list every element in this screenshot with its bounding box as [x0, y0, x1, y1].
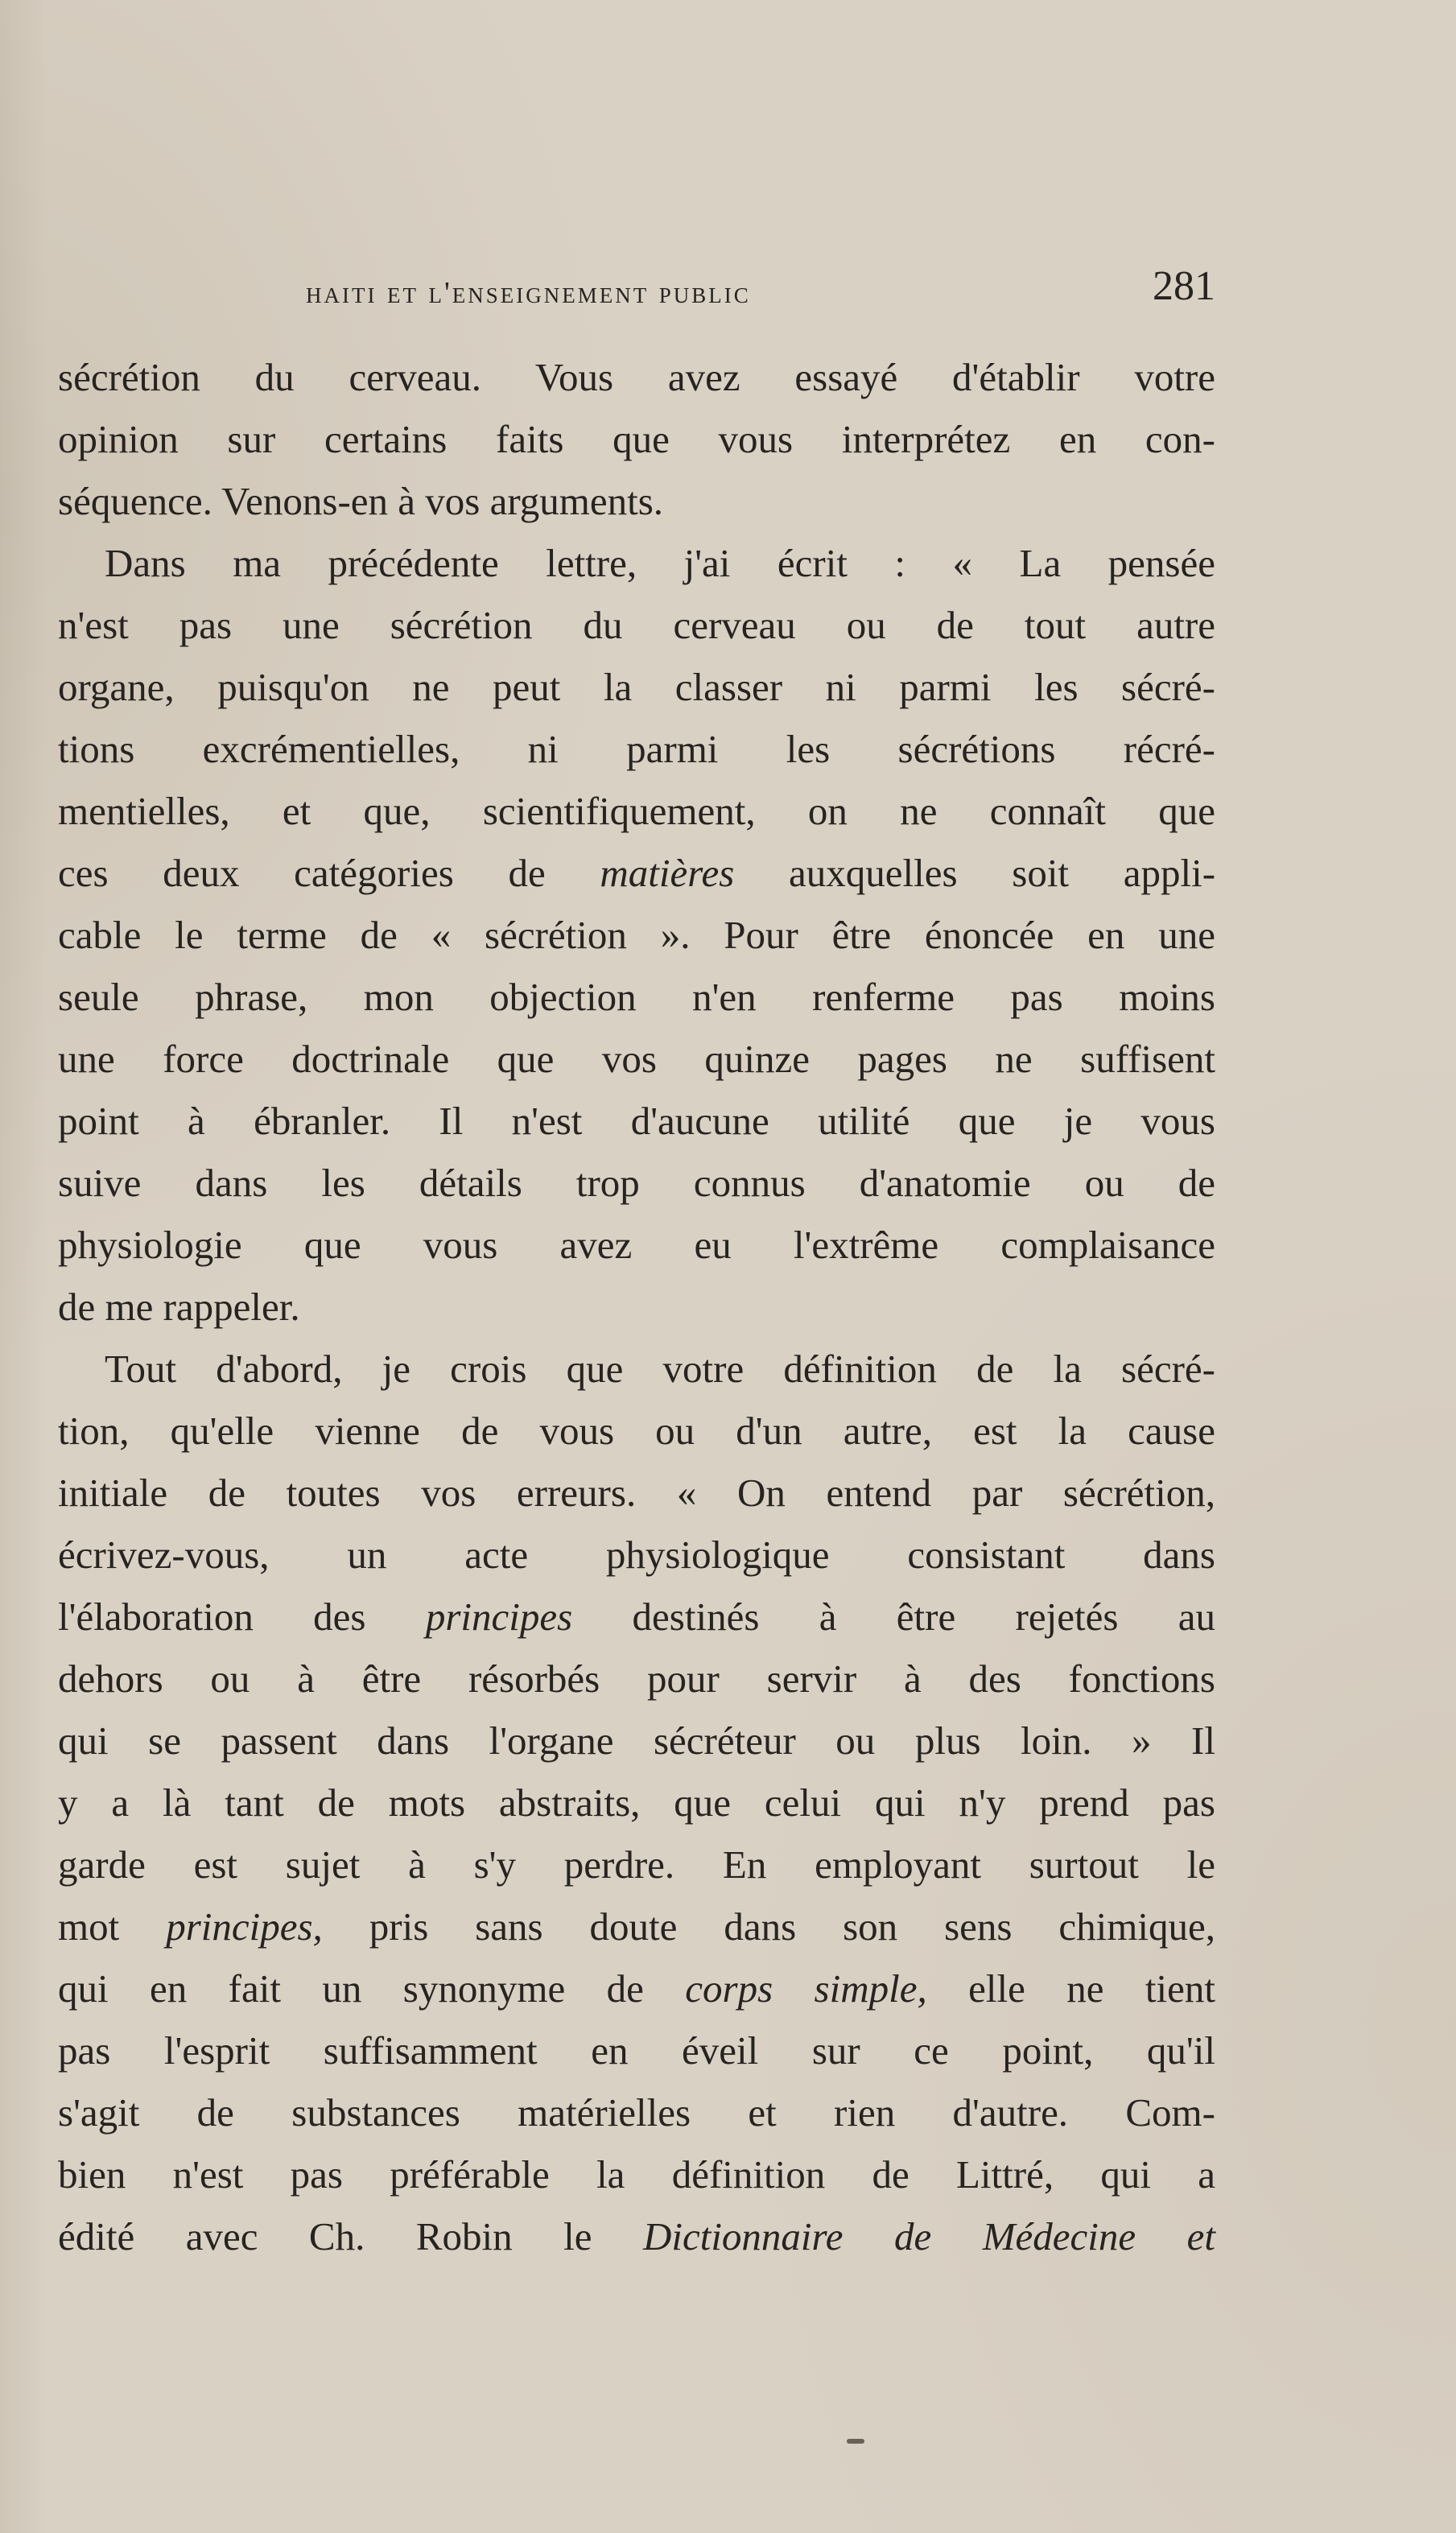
- text-segment: l'élaboration des: [58, 1594, 366, 1639]
- body-text: [58, 346, 1215, 2267]
- text-line: Dans ma précédente lettre, j'ai écrit : « La pensée: [105, 541, 1215, 585]
- page-number: 281: [1153, 263, 1215, 309]
- running-header: [58, 259, 1215, 316]
- text-line: de me rappeler.: [58, 1285, 300, 1329]
- italic-term: matières: [600, 851, 735, 895]
- text-line: garde est sujet à s'y perdre. En employant surtout le: [58, 1842, 1215, 1887]
- text-segment: ces deux catégories de: [58, 851, 546, 895]
- text-segment: mot: [58, 1904, 120, 1949]
- text-line: cable le terme de « sécrétion ». Pour être énoncée en une: [58, 913, 1215, 957]
- text-segment: elle ne tient: [968, 1966, 1215, 2011]
- text-segment: destinés à être rejetés au: [632, 1594, 1215, 1639]
- text-line-with-italic: [58, 1586, 1215, 1648]
- text-line: écrivez-vous, un acte physiologique consistant dans: [58, 1533, 1215, 1577]
- text-segment: édité avec Ch. Robin le: [58, 2214, 592, 2259]
- text-line: mentielles, et que, scientifiquement, on ne connaît que: [58, 789, 1215, 833]
- text-line-with-italic: [58, 1896, 1215, 1958]
- text-line: n'est pas une sécrétion du cerveau ou de tout autre: [58, 603, 1215, 647]
- text-line: séquence. Venons-en à vos arguments.: [58, 479, 664, 523]
- text-line: organe, puisqu'on ne peut la classer ni parmi les sécré-: [58, 665, 1215, 709]
- text-line: physiologie que vous avez eu l'extrême complaisance: [58, 1223, 1215, 1267]
- text-segment: qui en fait un synonyme de: [58, 1966, 644, 2011]
- text-line: s'agit de substances matérielles et rien d'autre. Com-: [58, 2090, 1215, 2135]
- text-line: tions excrémentielles, ni parmi les sécrétions récré-: [58, 727, 1215, 771]
- italic-term: principes: [425, 1594, 573, 1639]
- text-line-with-italic: [58, 1958, 1215, 2019]
- text-line: bien n'est pas préférable la définition de Littré, qui a: [58, 2152, 1215, 2197]
- text-line: initiale de toutes vos erreurs. « On entend par sécrétion,: [58, 1471, 1215, 1515]
- text-line: Tout d'abord, je crois que votre définition de la sécré-: [105, 1347, 1215, 1391]
- text-line: y a là tant de mots abstraits, que celui qui n'y prend pas: [58, 1780, 1215, 1825]
- text-line: opinion sur certains faits que vous interprétez en con-: [58, 417, 1215, 461]
- text-line: une force doctrinale que vos quinze pages ne suffisent: [58, 1037, 1215, 1081]
- ink-smudge: [847, 2439, 864, 2444]
- text-line-with-italic: [58, 842, 1215, 904]
- text-line: seule phrase, mon objection n'en renferme pas moins: [58, 975, 1215, 1019]
- text-line: dehors ou à être résorbés pour servir à des fonctions: [58, 1656, 1215, 1701]
- text-line-with-italic: [58, 2205, 1215, 2267]
- running-title: haiti et l'enseignement public: [306, 276, 751, 310]
- italic-term: corps simple,: [685, 1966, 927, 2011]
- text-segment: auxquelles soit appli-: [789, 851, 1216, 895]
- italic-term: principes,: [166, 1904, 323, 1949]
- text-segment: pris sans doute dans son sens chimique,: [369, 1904, 1216, 1949]
- text-line: tion, qu'elle vienne de vous ou d'un autre, est la cause: [58, 1409, 1215, 1453]
- text-line: sécrétion du cerveau. Vous avez essayé d'établir votre: [58, 355, 1215, 399]
- italic-term: Dictionnaire de Médecine et: [642, 2214, 1216, 2259]
- text-line: pas l'esprit suffisamment en éveil sur ce point, qu'il: [58, 2028, 1215, 2073]
- text-line: qui se passent dans l'organe sécréteur ou plus loin. » Il: [58, 1718, 1215, 1763]
- text-line: suive dans les détails trop connus d'anatomie ou de: [58, 1161, 1215, 1205]
- text-line: point à ébranler. Il n'est d'aucune utilité que je vous: [58, 1099, 1215, 1143]
